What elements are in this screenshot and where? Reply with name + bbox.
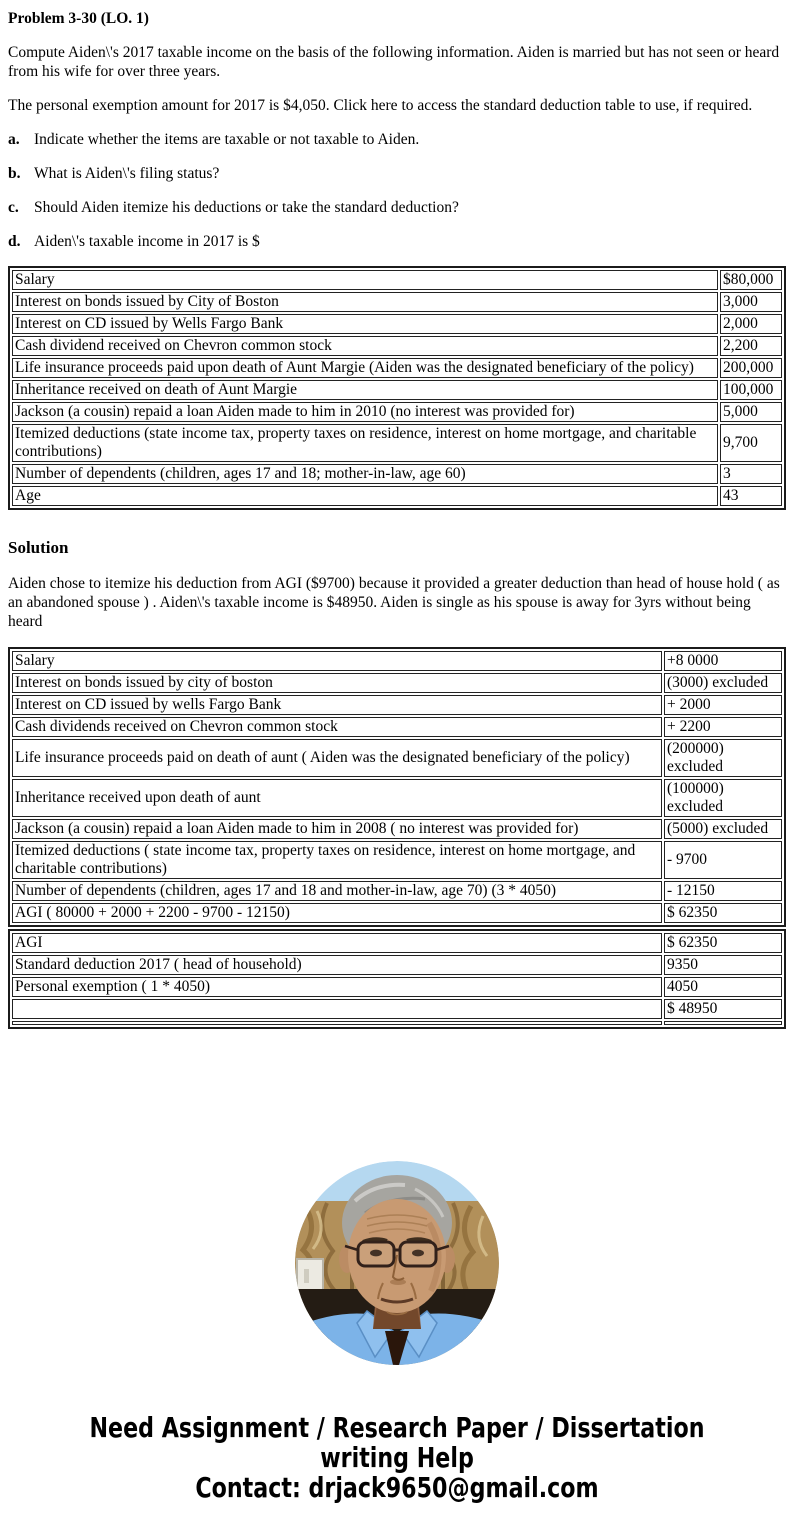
item-value-cell: 2,200 bbox=[720, 336, 782, 356]
table-row bbox=[12, 673, 782, 693]
table-row bbox=[12, 402, 782, 422]
item-value-cell: +8 0000 bbox=[664, 651, 782, 671]
rule-cell bbox=[664, 1021, 782, 1025]
item-value-cell: 200,000 bbox=[720, 358, 782, 378]
question-item-d bbox=[8, 232, 786, 251]
question-marker: d. bbox=[8, 233, 21, 250]
table-row bbox=[12, 464, 782, 484]
item-value-cell: $ 48950 bbox=[664, 999, 782, 1019]
intro-paragraph-2: The personal exemption amount for 2017 is $4,050. Click here to access the standard deduction table to use, if required. bbox=[8, 97, 753, 114]
photo-glasses-right-lens bbox=[400, 1242, 436, 1266]
item-value-cell: 43 bbox=[720, 486, 782, 506]
tutor-photo bbox=[295, 1161, 499, 1365]
facts-table bbox=[8, 266, 786, 510]
item-label-cell: Interest on bonds issued by city of boston bbox=[12, 673, 662, 693]
question-marker: c. bbox=[8, 199, 19, 216]
item-label-cell: Cash dividend received on Chevron common stock bbox=[12, 336, 718, 356]
question-text: What is Aiden\'s filing status? bbox=[34, 165, 220, 182]
question-text: Should Aiden itemize his deductions or take the standard deduction? bbox=[34, 199, 459, 216]
table-row bbox=[12, 358, 782, 378]
table-row bbox=[12, 424, 782, 462]
item-value-cell: 4050 bbox=[664, 977, 782, 997]
item-value-cell: - 12150 bbox=[664, 881, 782, 901]
table-row bbox=[12, 881, 782, 901]
item-label-cell: Itemized deductions (state income tax, property taxes on residence, interest on home mortgage, and charitable contributions) bbox=[12, 424, 718, 462]
item-value-cell: + 2200 bbox=[664, 717, 782, 737]
item-label-cell: Cash dividends received on Chevron common stock bbox=[12, 717, 662, 737]
item-label-cell: Jackson (a cousin) repaid a loan Aiden made to him in 2008 ( no interest was provided for) bbox=[12, 819, 662, 839]
question-item-c bbox=[8, 198, 786, 217]
table-row bbox=[12, 292, 782, 312]
item-value-cell: 9350 bbox=[664, 955, 782, 975]
question-marker: b. bbox=[8, 165, 21, 182]
item-label-cell bbox=[12, 999, 662, 1019]
table-row bbox=[12, 314, 782, 334]
solution-table bbox=[8, 647, 786, 927]
item-value-cell: + 2000 bbox=[664, 695, 782, 715]
item-value-cell: (200000) excluded bbox=[664, 739, 782, 777]
photo-glasses-left-lens bbox=[358, 1242, 394, 1266]
item-label-cell: Interest on CD issued by Wells Fargo Bank bbox=[12, 314, 718, 334]
item-label-cell: Jackson (a cousin) repaid a loan Aiden made to him in 2010 (no interest was provided for) bbox=[12, 402, 718, 422]
table-row bbox=[12, 717, 782, 737]
item-value-cell: $ 62350 bbox=[664, 933, 782, 953]
table-row bbox=[12, 955, 782, 975]
item-value-cell: - 9700 bbox=[664, 841, 782, 879]
footer-line-2: writing Help bbox=[320, 1441, 474, 1474]
item-label-cell: Interest on CD issued by wells Fargo Bank bbox=[12, 695, 662, 715]
table-row bbox=[12, 380, 782, 400]
summary-table bbox=[8, 929, 786, 1029]
footer-banner bbox=[55, 1413, 740, 1503]
question-text: Indicate whether the items are taxable or not taxable to Aiden. bbox=[34, 131, 420, 148]
item-label-cell: Interest on bonds issued by City of Boston bbox=[12, 292, 718, 312]
question-text: Aiden\'s taxable income in 2017 is $ bbox=[34, 233, 260, 250]
item-label-cell: Personal exemption ( 1 * 4050) bbox=[12, 977, 662, 997]
item-value-cell: $80,000 bbox=[720, 270, 782, 290]
item-label-cell: Standard deduction 2017 ( head of household) bbox=[12, 955, 662, 975]
question-item-a bbox=[8, 130, 786, 149]
page-title: Problem 3-30 (LO. 1) bbox=[8, 10, 149, 27]
solution-heading: Solution bbox=[8, 538, 69, 557]
item-label-cell: Inheritance received on death of Aunt Margie bbox=[12, 380, 718, 400]
item-value-cell: (100000) excluded bbox=[664, 779, 782, 817]
table-row bbox=[12, 651, 782, 671]
photo-section bbox=[8, 1161, 786, 1365]
table-bottom-rule bbox=[12, 1021, 782, 1025]
item-value-cell: 5,000 bbox=[720, 402, 782, 422]
footer-line-1: Need Assignment / Research Paper / Dissertation bbox=[89, 1411, 705, 1444]
table-row bbox=[12, 695, 782, 715]
question-item-b bbox=[8, 164, 786, 183]
item-label-cell: Life insurance proceeds paid upon death of Aunt Margie (Aiden was the designated beneficiary of the policy) bbox=[12, 358, 718, 378]
table-row bbox=[12, 841, 782, 879]
table-row bbox=[12, 739, 782, 777]
table-row bbox=[12, 903, 782, 923]
question-marker: a. bbox=[8, 131, 20, 148]
item-label-cell: Age bbox=[12, 486, 718, 506]
intro-paragraph-1: Compute Aiden\'s 2017 taxable income on the basis of the following information. Aiden is married but has not seen or heard from his wife for over three years. bbox=[8, 44, 780, 80]
item-value-cell: 9,700 bbox=[720, 424, 782, 462]
item-value-cell: (5000) excluded bbox=[664, 819, 782, 839]
table-row bbox=[12, 999, 782, 1019]
item-label-cell: Number of dependents (children, ages 17 and 18; mother-in-law, age 60) bbox=[12, 464, 718, 484]
item-value-cell: 100,000 bbox=[720, 380, 782, 400]
item-label-cell: AGI bbox=[12, 933, 662, 953]
item-label-cell: Salary bbox=[12, 270, 718, 290]
rule-cell bbox=[12, 1021, 662, 1025]
item-value-cell: $ 62350 bbox=[664, 903, 782, 923]
item-label-cell: Life insurance proceeds paid on death of aunt ( Aiden was the designated beneficiary of the policy) bbox=[12, 739, 662, 777]
item-label-cell: Itemized deductions ( state income tax, property taxes on residence, interest on home mortgage, and charitable contributions) bbox=[12, 841, 662, 879]
table-row bbox=[12, 819, 782, 839]
table-row bbox=[12, 336, 782, 356]
solution-paragraph: Aiden chose to itemize his deduction from AGI ($9700) because it provided a greater deduction than head of house hold ( as an abandoned spouse ) . Aiden\'s taxable income is $48950. Aiden is single as his spouse is away for 3yrs without being heard bbox=[8, 575, 780, 630]
table-row bbox=[12, 486, 782, 506]
table-row bbox=[12, 779, 782, 817]
item-value-cell: 2,000 bbox=[720, 314, 782, 334]
item-value-cell: 3 bbox=[720, 464, 782, 484]
item-label-cell: Salary bbox=[12, 651, 662, 671]
table-row bbox=[12, 977, 782, 997]
item-label-cell: Inheritance received upon death of aunt bbox=[12, 779, 662, 817]
table-row bbox=[12, 933, 782, 953]
footer-line-3: Contact: drjack9650@gmail.com bbox=[195, 1471, 599, 1504]
item-value-cell: 3,000 bbox=[720, 292, 782, 312]
item-label-cell: Number of dependents (children, ages 17 and 18 and mother-in-law, age 70) (3 * 4050) bbox=[12, 881, 662, 901]
item-value-cell: (3000) excluded bbox=[664, 673, 782, 693]
table-row bbox=[12, 270, 782, 290]
item-label-cell: AGI ( 80000 + 2000 + 2200 - 9700 - 12150) bbox=[12, 903, 662, 923]
